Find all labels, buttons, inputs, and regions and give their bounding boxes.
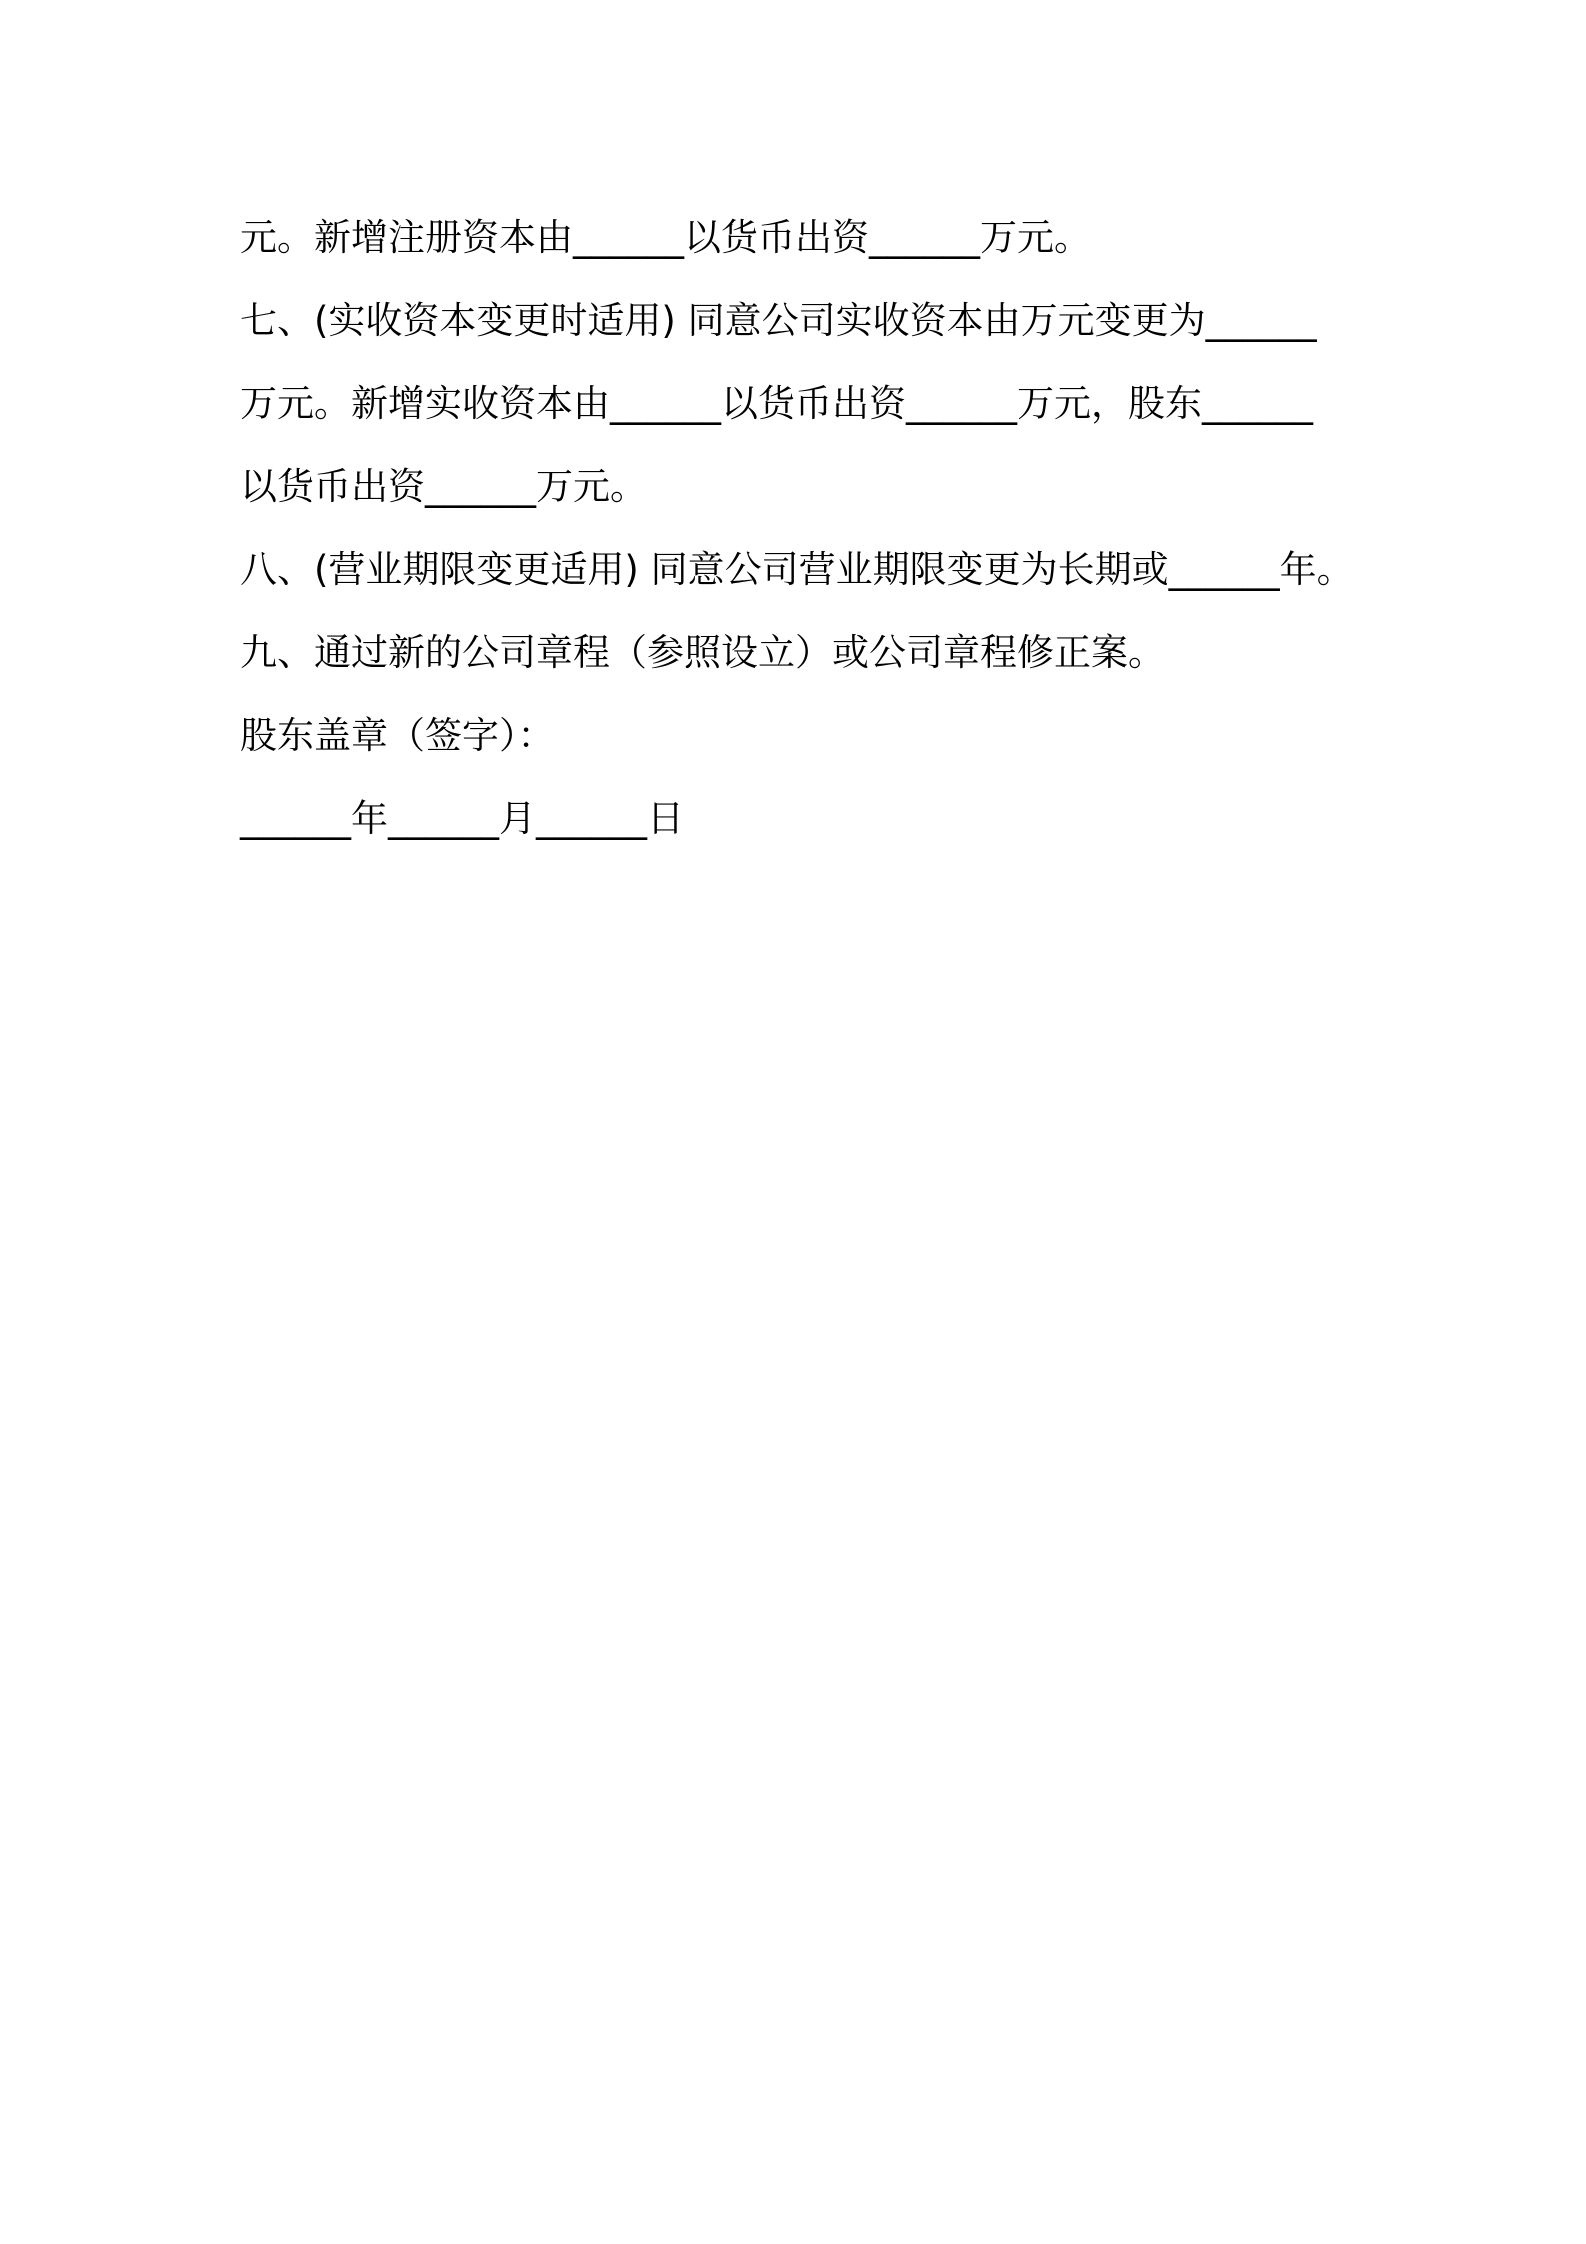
document-body bbox=[240, 196, 1360, 860]
date-line: ______年______月______日 bbox=[240, 797, 684, 840]
shareholder-signature-label: 股东盖章（签字）： bbox=[240, 714, 555, 757]
clause-8: 八、(营业期限变更适用) 同意公司营业期限变更为长期或______年。 bbox=[240, 548, 1354, 591]
clause-9: 九、通过新的公司章程（参照设立）或公司章程修正案。 bbox=[240, 631, 1165, 674]
clause-7-line-2: 万元。新增实收资本由______以货币出资______万元，股东______ bbox=[240, 382, 1313, 425]
clause-7: 七、(实收资本变更时适用) 同意公司实收资本由万元变更为______ bbox=[240, 299, 1317, 342]
clause-7-line-3: 以货币出资______万元。 bbox=[240, 465, 647, 508]
clause-6-continuation: 元。新增注册资本由______以货币出资______万元。 bbox=[240, 216, 1091, 259]
